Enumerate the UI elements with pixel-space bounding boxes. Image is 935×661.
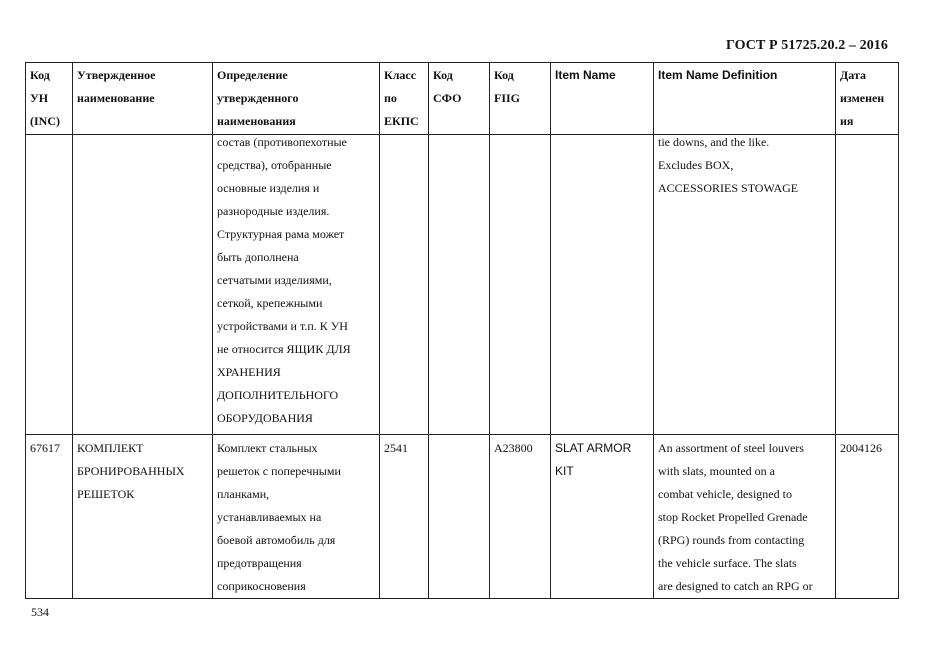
cell-inc: [26, 135, 73, 435]
document-standard-header: ГОСТ Р 51725.20.2 – 2016: [725, 38, 888, 53]
cell-class: [380, 135, 429, 435]
cell-item-name: SLAT ARMOR KIT: [551, 435, 654, 599]
cell-date: [836, 135, 899, 435]
column-header-approved-name: Утвержденное наименование: [73, 63, 213, 135]
table-header-row: [26, 63, 899, 135]
cell-definition: Комплект стальных решеток с поперечными планками, устанавливаемых на боевой автомобиль для предотвращения соприкосновения: [213, 435, 380, 599]
cell-fiig: [490, 135, 551, 435]
column-header-definition: Определение утвержденного наименования: [213, 63, 380, 135]
cell-inc: 67617: [26, 435, 73, 599]
cell-sfo: [429, 435, 490, 599]
cell-sfo: [429, 135, 490, 435]
page-number: 534: [31, 605, 49, 619]
table-row: [26, 435, 899, 599]
cell-class: 2541: [380, 435, 429, 599]
cell-item-name: [551, 135, 654, 435]
cell-item-definition: tie downs, and the like. Excludes BOX, ACCESSORIES STOWAGE: [654, 135, 836, 435]
column-header-class: Класс по ЕКПС: [380, 63, 429, 135]
column-header-sfo: Код СФО: [429, 63, 490, 135]
column-header-fiig: Код FIIG: [490, 63, 551, 135]
cell-date: 2004126: [836, 435, 899, 599]
catalog-table: [25, 62, 899, 599]
column-header-date: Дата изменен ия: [836, 63, 899, 135]
cell-approved-name: [73, 135, 213, 435]
cell-item-definition: An assortment of steel louvers with slats, mounted on a combat vehicle, designed to stop Rocket Propelled Grenade (RPG) rounds from contacting the vehicle surface. The slats are designed to catch an RPG or: [654, 435, 836, 599]
cell-approved-name: КОМПЛЕКТ БРОНИРОВАННЫХ РЕШЕТОК: [73, 435, 213, 599]
column-header-item-definition: Item Name Definition: [654, 63, 836, 135]
column-header-inc: Код УН (INC): [26, 63, 73, 135]
table-row: [26, 135, 899, 435]
cell-fiig: A23800: [490, 435, 551, 599]
column-header-item-name: Item Name: [551, 63, 654, 135]
cell-definition: состав (противопехотные средства), отобранные основные изделия и разнородные изделия. Структурная рама может быть дополнена сетчатыми изделиями, сеткой, крепежными устройствами и т.п. К УН не относится ЯЩИК ДЛЯ ХРАНЕНИЯ ДОПОЛНИТЕЛЬНОГО ОБОРУДОВАНИЯ: [213, 135, 380, 435]
